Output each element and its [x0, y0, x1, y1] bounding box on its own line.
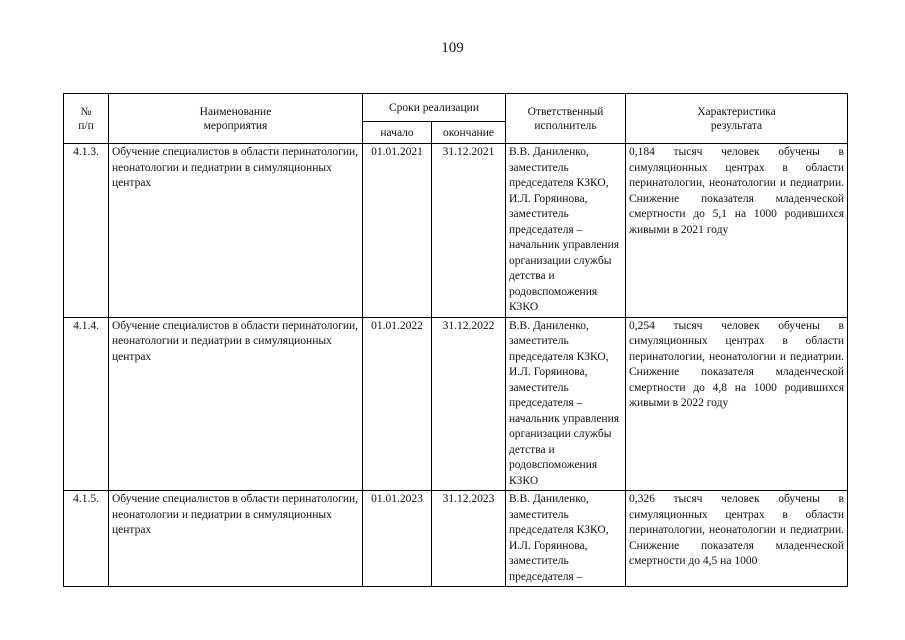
row-start-date: 01.01.2021: [363, 144, 432, 318]
header-measure: Наименование мероприятия: [109, 94, 363, 144]
table-row: [64, 144, 848, 318]
header-num: № п/п: [64, 94, 109, 144]
header-row: [64, 94, 848, 122]
page-number: 109: [441, 40, 464, 56]
row-end-date: 31.12.2023: [432, 491, 506, 587]
row-end-date: 31.12.2021: [432, 144, 506, 318]
row-measure: Обучение специалистов в области перинатологии, неонатологии и педиатрии в симуляционных центрах: [109, 491, 363, 587]
header-result: Характеристика результата: [626, 94, 848, 144]
row-measure: Обучение специалистов в области перинатологии, неонатологии и педиатрии в симуляционных центрах: [109, 144, 363, 318]
row-result: 0,184 тысяч человек обучены в симуляционных центрах в области перинатологии, неонатологии и педиатрии. Снижение показателя младенческой смертности до 5,1 на 1000 родившихся живыми в 2021 году: [626, 144, 848, 318]
activities-table: [63, 93, 848, 587]
row-start-date: 01.01.2022: [363, 317, 432, 491]
row-num: 4.1.5.: [64, 491, 109, 587]
row-responsible: В.В. Даниленко, заместитель председателя КЗКО, И.Л. Горяинова, заместитель председателя – начальник управления организации службы детства и родовспоможения КЗКО: [506, 144, 626, 318]
row-result: 0,326 тысяч человек обучены в симуляционных центрах в области перинатологии, неонатологии и педиатрии. Снижение показателя младенческой смертности до 4,5 на 1000: [626, 491, 848, 587]
row-result: 0,254 тысяч человек обучены в симуляционных центрах в области перинатологии, неонатологии и педиатрии. Снижение показателя младенческой смертности до 4,8 на 1000 родившихся живыми в 2022 году: [626, 317, 848, 491]
row-responsible: В.В. Даниленко, заместитель председателя КЗКО, И.Л. Горяинова, заместитель председателя –: [506, 491, 626, 587]
table-row: [64, 317, 848, 491]
row-measure: Обучение специалистов в области перинатологии, неонатологии и педиатрии в симуляционных центрах: [109, 317, 363, 491]
header-timing: Сроки реализации: [363, 94, 506, 122]
row-num: 4.1.3.: [64, 144, 109, 318]
row-end-date: 31.12.2022: [432, 317, 506, 491]
row-responsible: В.В. Даниленко, заместитель председателя КЗКО, И.Л. Горяинова, заместитель председателя – начальник управления организации службы детства и родовспоможения КЗКО: [506, 317, 626, 491]
table-row: [64, 491, 848, 587]
header-responsible: Ответственный исполнитель: [506, 94, 626, 144]
header-end: окончание: [432, 122, 506, 144]
row-num: 4.1.4.: [64, 317, 109, 491]
row-start-date: 01.01.2023: [363, 491, 432, 587]
header-start: начало: [363, 122, 432, 144]
